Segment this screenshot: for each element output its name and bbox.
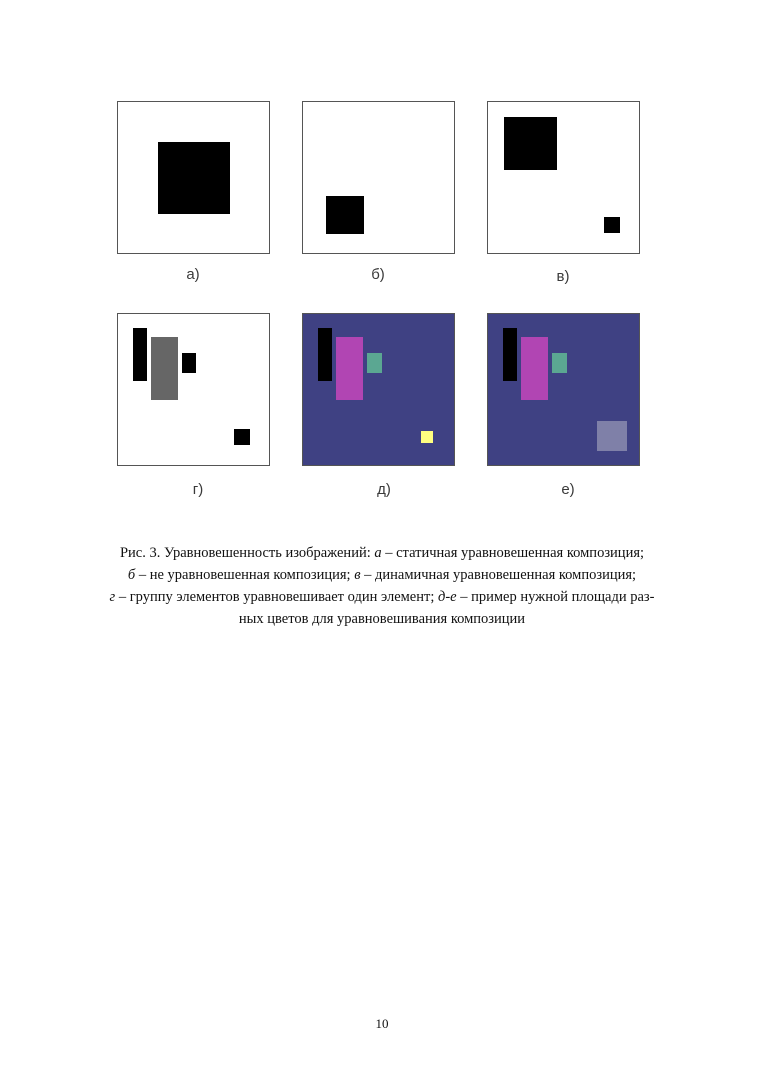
panel-e-label: е) [561, 481, 575, 498]
small-black-square [182, 353, 196, 373]
page-number: 10 [375, 1016, 389, 1031]
caption-line-4: ных цветов для уравновешивания композиции [238, 611, 526, 627]
panel-b-label: б) [371, 266, 385, 283]
panel-g-label: г) [192, 481, 204, 498]
panel-d-label: д) [377, 481, 391, 498]
lavender-square [597, 421, 627, 451]
panel-e [487, 313, 640, 466]
small-black-square [604, 217, 620, 233]
panel-v [487, 101, 640, 254]
gray-rectangle [151, 337, 178, 400]
caption-line-2: б – не уравновешенная композиция; в – динамичная уравновешенная композиция; [127, 567, 637, 583]
black-bar [503, 328, 517, 381]
magenta-rectangle [336, 337, 363, 400]
panel-a [117, 101, 270, 254]
caption-line-3: г – группу элементов уравновешивает один элемент; д-е – пример нужной площади раз- [109, 589, 655, 605]
small-black-square [234, 429, 250, 445]
figure-caption [60, 542, 704, 630]
panel-g [117, 313, 270, 466]
panel-b [302, 101, 455, 254]
teal-square [367, 353, 382, 373]
yellow-square [421, 431, 433, 443]
caption-line-1: Рис. 3. Уравновешенность изображений: а – статичная уравновешенная композиция; [119, 545, 645, 561]
large-black-square [504, 117, 557, 170]
black-bar [318, 328, 332, 381]
black-bar [133, 328, 147, 381]
magenta-rectangle [521, 337, 548, 400]
panel-v-label: в) [556, 268, 570, 285]
panel-d [302, 313, 455, 466]
teal-square [552, 353, 567, 373]
black-square [326, 196, 364, 234]
panel-a-label: а) [186, 266, 200, 283]
large-black-square [158, 142, 230, 214]
